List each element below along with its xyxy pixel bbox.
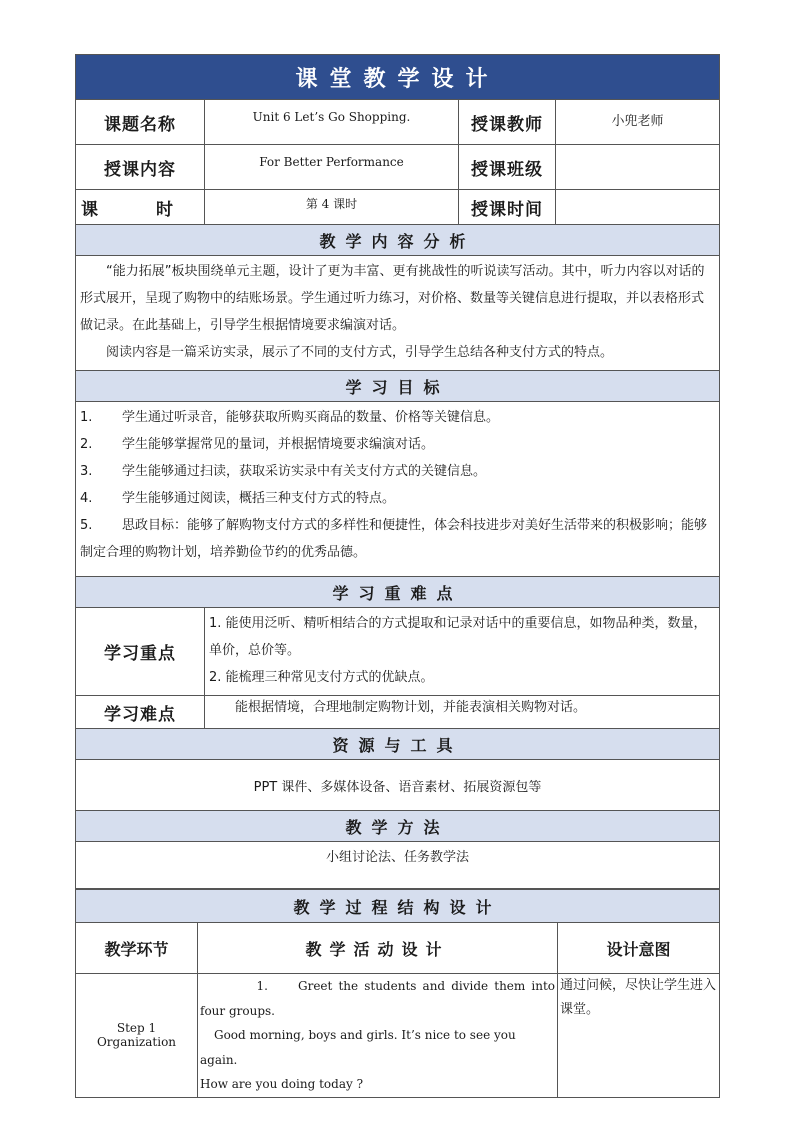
goals-body: [76, 402, 720, 577]
analysis-body: [76, 256, 720, 371]
time-label: 授课时间: [459, 190, 556, 225]
activity-number: 1.: [256, 979, 268, 993]
goal-number: 3.: [80, 464, 93, 479]
intent-cell: 通过问候，尽快让学生进入课堂。: [558, 974, 720, 1098]
resources-text: PPT 课件、多媒体设备、语音素材、拓展资源包等: [76, 760, 720, 811]
activity-text: Greet the students and divide them into four groups.: [200, 979, 555, 1018]
goal-item: [80, 485, 715, 512]
step-name: Step 1: [116, 1021, 157, 1036]
methods-text: 小组讨论法、任务教学法: [76, 842, 720, 889]
difficult-point-text: 能根据情境，合理地制定购物计划，并能表演相关购物对话。: [205, 696, 720, 729]
analysis-paragraph-2: 阅读内容是一篇采访实录，展示了不同的支付方式，引导学生总结各种支付方式的特点。: [106, 345, 614, 360]
analysis-paragraph-1: “能力拓展”板块围绕单元主题，设计了更为丰富、更有挑战性的听说读写活动。其中，听力内容以对话的形式展开，呈现了购物中的结账场景。学生通过听力练习，对价格、数量等关键信息进行提取，并以表格形式做记录。在此基础上，引导学生根据情境要求编演对话。: [80, 264, 705, 333]
class-value: [556, 145, 720, 190]
key-points-heading: 学习重难点: [76, 577, 720, 608]
key-point-label: 学习重点: [76, 608, 205, 696]
activity-item: [200, 974, 555, 1023]
goal-item: [80, 431, 715, 458]
goal-text: 学生通过听录音，能够获取所购买商品的数量、价格等关键信息。: [122, 410, 500, 425]
topic-value: Unit 6 Let’s Go Shopping.: [205, 100, 459, 145]
key-point-item-2: 2. 能梳理三种常见支付方式的优缺点。: [209, 670, 434, 685]
activity-line: Good morning, boys and girls. It’s nice to see you again.: [200, 1028, 516, 1067]
goal-number: 1.: [80, 410, 93, 425]
key-point-body: [205, 608, 720, 696]
activity-line: How are you doing today ?: [200, 1077, 364, 1091]
content-value: For Better Performance: [205, 145, 459, 190]
intent-column-header: 设计意图: [558, 923, 720, 974]
methods-heading: 教学方法: [76, 811, 720, 842]
stage-column-header: 教学环节: [76, 923, 198, 974]
key-point-item-1: 1. 能使用泛听、精听相结合的方式提取和记录对话中的重要信息，如物品种类，数量，单价，总价等。: [209, 616, 707, 658]
resources-heading: 资源与工具: [76, 729, 720, 760]
goal-text: 思政目标：能够了解购物支付方式的多样性和便捷性，体会科技进步对美好生活带来的积极影响；能够制定合理的购物计划，培养勤俭节约的优秀品德。: [80, 518, 708, 560]
goal-text: 学生能够通过阅读，概括三种支付方式的特点。: [122, 491, 396, 506]
goal-number: 5.: [80, 518, 93, 533]
goals-heading: 学习目标: [76, 371, 720, 402]
lesson-plan-table: [75, 54, 720, 889]
class-label: 授课班级: [459, 145, 556, 190]
time-value: [556, 190, 720, 225]
step-subtitle: Organization: [96, 1035, 177, 1050]
teacher-value: 小兜老师: [556, 100, 720, 145]
lesson-plan-document: [75, 54, 719, 1098]
analysis-heading: 教学内容分析: [76, 225, 720, 256]
goal-item: [80, 458, 715, 485]
goal-number: 2.: [80, 437, 93, 452]
topic-label: 课题名称: [76, 100, 205, 145]
document-title: 课堂教学设计: [76, 55, 720, 100]
teacher-label: 授课教师: [459, 100, 556, 145]
activity-cell: [198, 974, 558, 1098]
content-label: 授课内容: [76, 145, 205, 190]
difficult-point-label: 学习难点: [76, 696, 205, 729]
process-table: [75, 889, 720, 1098]
step-cell: [76, 974, 198, 1098]
goal-item: [80, 404, 715, 431]
period-value: 第 4 课时: [205, 190, 459, 225]
goal-item-5: [80, 512, 715, 566]
process-heading: 教学过程结构设计: [76, 890, 720, 923]
goal-number: 4.: [80, 491, 93, 506]
table-row: [76, 974, 720, 1098]
goal-text: 学生能够掌握常见的量词，并根据情境要求编演对话。: [122, 437, 435, 452]
goal-text: 学生能够通过扫读，获取采访实录中有关支付方式的关键信息。: [122, 464, 487, 479]
activity-column-header: 教学活动设计: [198, 923, 558, 974]
period-label: 课 时: [76, 190, 205, 225]
